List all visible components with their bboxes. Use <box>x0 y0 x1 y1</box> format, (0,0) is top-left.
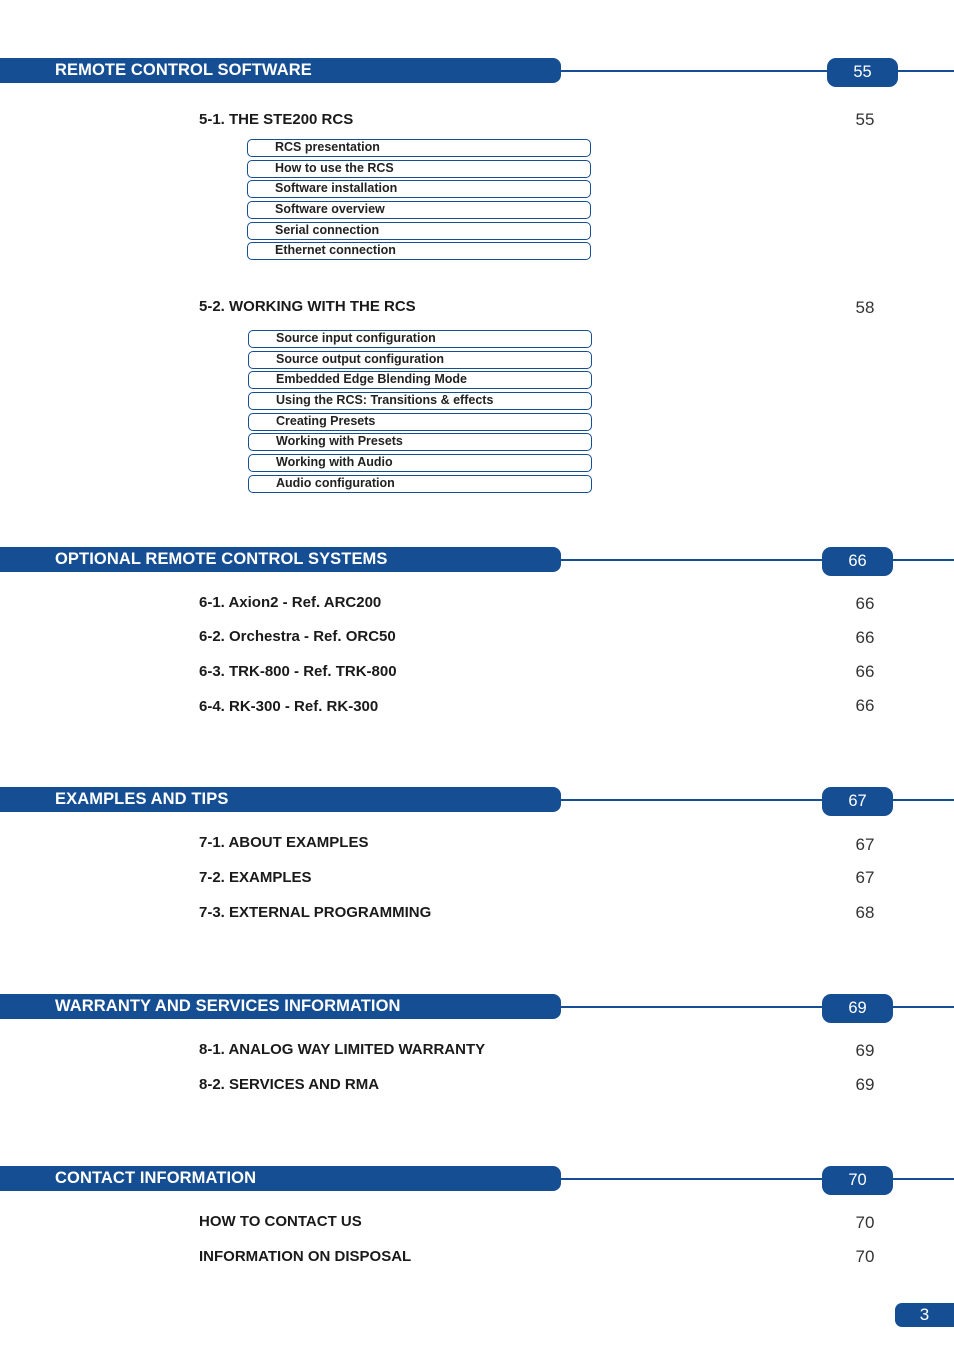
toc-page-number[interactable]: 69 <box>855 1041 875 1060</box>
toc-entry[interactable]: 6-4. RK-300 - Ref. RK-300 <box>199 698 379 715</box>
section-rule <box>561 799 954 801</box>
toc-entry[interactable]: 8-2. SERVICES AND RMA <box>199 1076 380 1093</box>
section-title: CONTACT INFORMATION <box>55 1169 257 1187</box>
toc-entry[interactable]: HOW TO CONTACT US <box>199 1213 362 1230</box>
subtopic-item[interactable]: Serial connection <box>247 222 591 240</box>
toc-page-number[interactable]: 66 <box>855 628 875 647</box>
subtopic-item[interactable]: Software installation <box>247 180 591 198</box>
section-title-bar <box>0 787 561 812</box>
subtopic-item[interactable]: Audio configuration <box>248 475 592 493</box>
section-title: REMOTE CONTROL SOFTWARE <box>55 61 312 79</box>
section-page-badge[interactable]: 69 <box>822 994 893 1023</box>
toc-entry[interactable]: INFORMATION ON DISPOSAL <box>199 1248 412 1265</box>
toc-entry[interactable]: 6-1. Axion2 - Ref. ARC200 <box>199 594 382 611</box>
section-header-contact-information <box>0 1166 954 1196</box>
toc-page-number[interactable]: 55 <box>855 110 875 129</box>
section-title-bar <box>0 547 561 572</box>
subtopic-item[interactable]: Software overview <box>247 201 591 219</box>
section-header-optional-remote-control <box>0 547 954 577</box>
section-title: OPTIONAL REMOTE CONTROL SYSTEMS <box>55 550 388 568</box>
toc-entry[interactable]: 7-2. EXAMPLES <box>199 869 312 886</box>
subtopic-item[interactable]: Embedded Edge Blending Mode <box>248 371 592 389</box>
subtopic-item[interactable]: Creating Presets <box>248 413 592 431</box>
toc-entry[interactable]: 6-3. TRK-800 - Ref. TRK-800 <box>199 663 397 680</box>
subtopic-item[interactable]: Using the RCS: Transitions & effects <box>248 392 592 410</box>
section-title-bar <box>0 1166 561 1191</box>
subtopic-item[interactable]: Source input configuration <box>248 330 592 348</box>
section-header-warranty-and-services <box>0 994 954 1024</box>
subtopic-item[interactable]: Source output configuration <box>248 351 592 369</box>
toc-entry[interactable]: 5-1. THE STE200 RCS <box>199 111 354 128</box>
section-title-bar <box>0 994 561 1019</box>
subtopic-item[interactable]: Working with Audio <box>248 454 592 472</box>
subtopic-item[interactable]: Working with Presets <box>248 433 592 451</box>
toc-page-number[interactable]: 70 <box>855 1213 875 1232</box>
toc-entry[interactable]: 6-2. Orchestra - Ref. ORC50 <box>199 628 396 645</box>
toc-page-number[interactable]: 66 <box>855 662 875 681</box>
section-rule <box>561 1006 954 1008</box>
section-page-badge[interactable]: 66 <box>822 547 893 576</box>
subtopic-item[interactable]: Ethernet connection <box>247 242 591 260</box>
toc-page-number[interactable]: 70 <box>855 1247 875 1266</box>
section-page-badge[interactable]: 67 <box>822 787 893 816</box>
section-page-badge[interactable]: 55 <box>827 58 898 87</box>
toc-page-number[interactable]: 67 <box>855 868 875 887</box>
section-title: EXAMPLES AND TIPS <box>55 790 229 808</box>
toc-page-number[interactable]: 69 <box>855 1075 875 1094</box>
toc-entry[interactable]: 8-1. ANALOG WAY LIMITED WARRANTY <box>199 1041 486 1058</box>
toc-page-number[interactable]: 66 <box>855 696 875 715</box>
toc-page-number[interactable]: 67 <box>855 835 875 854</box>
toc-page-number[interactable]: 66 <box>855 594 875 613</box>
toc-page-number[interactable]: 68 <box>855 903 875 922</box>
section-header-examples-and-tips <box>0 787 954 817</box>
section-title: WARRANTY AND SERVICES INFORMATION <box>55 997 401 1015</box>
toc-entry[interactable]: 7-3. EXTERNAL PROGRAMMING <box>199 904 432 921</box>
subtopic-item[interactable]: RCS presentation <box>247 139 591 157</box>
section-header-remote-control-software <box>0 58 954 88</box>
section-title-bar <box>0 58 561 83</box>
toc-page-number[interactable]: 58 <box>855 298 875 317</box>
subtopic-item[interactable]: How to use the RCS <box>247 160 591 178</box>
toc-entry[interactable]: 7-1. ABOUT EXAMPLES <box>199 834 369 851</box>
section-rule <box>561 559 954 561</box>
toc-entry[interactable]: 5-2. WORKING WITH THE RCS <box>199 298 416 315</box>
section-rule <box>561 1178 954 1180</box>
section-page-badge[interactable]: 70 <box>822 1166 893 1195</box>
footer-page-number: 3 <box>895 1303 954 1327</box>
